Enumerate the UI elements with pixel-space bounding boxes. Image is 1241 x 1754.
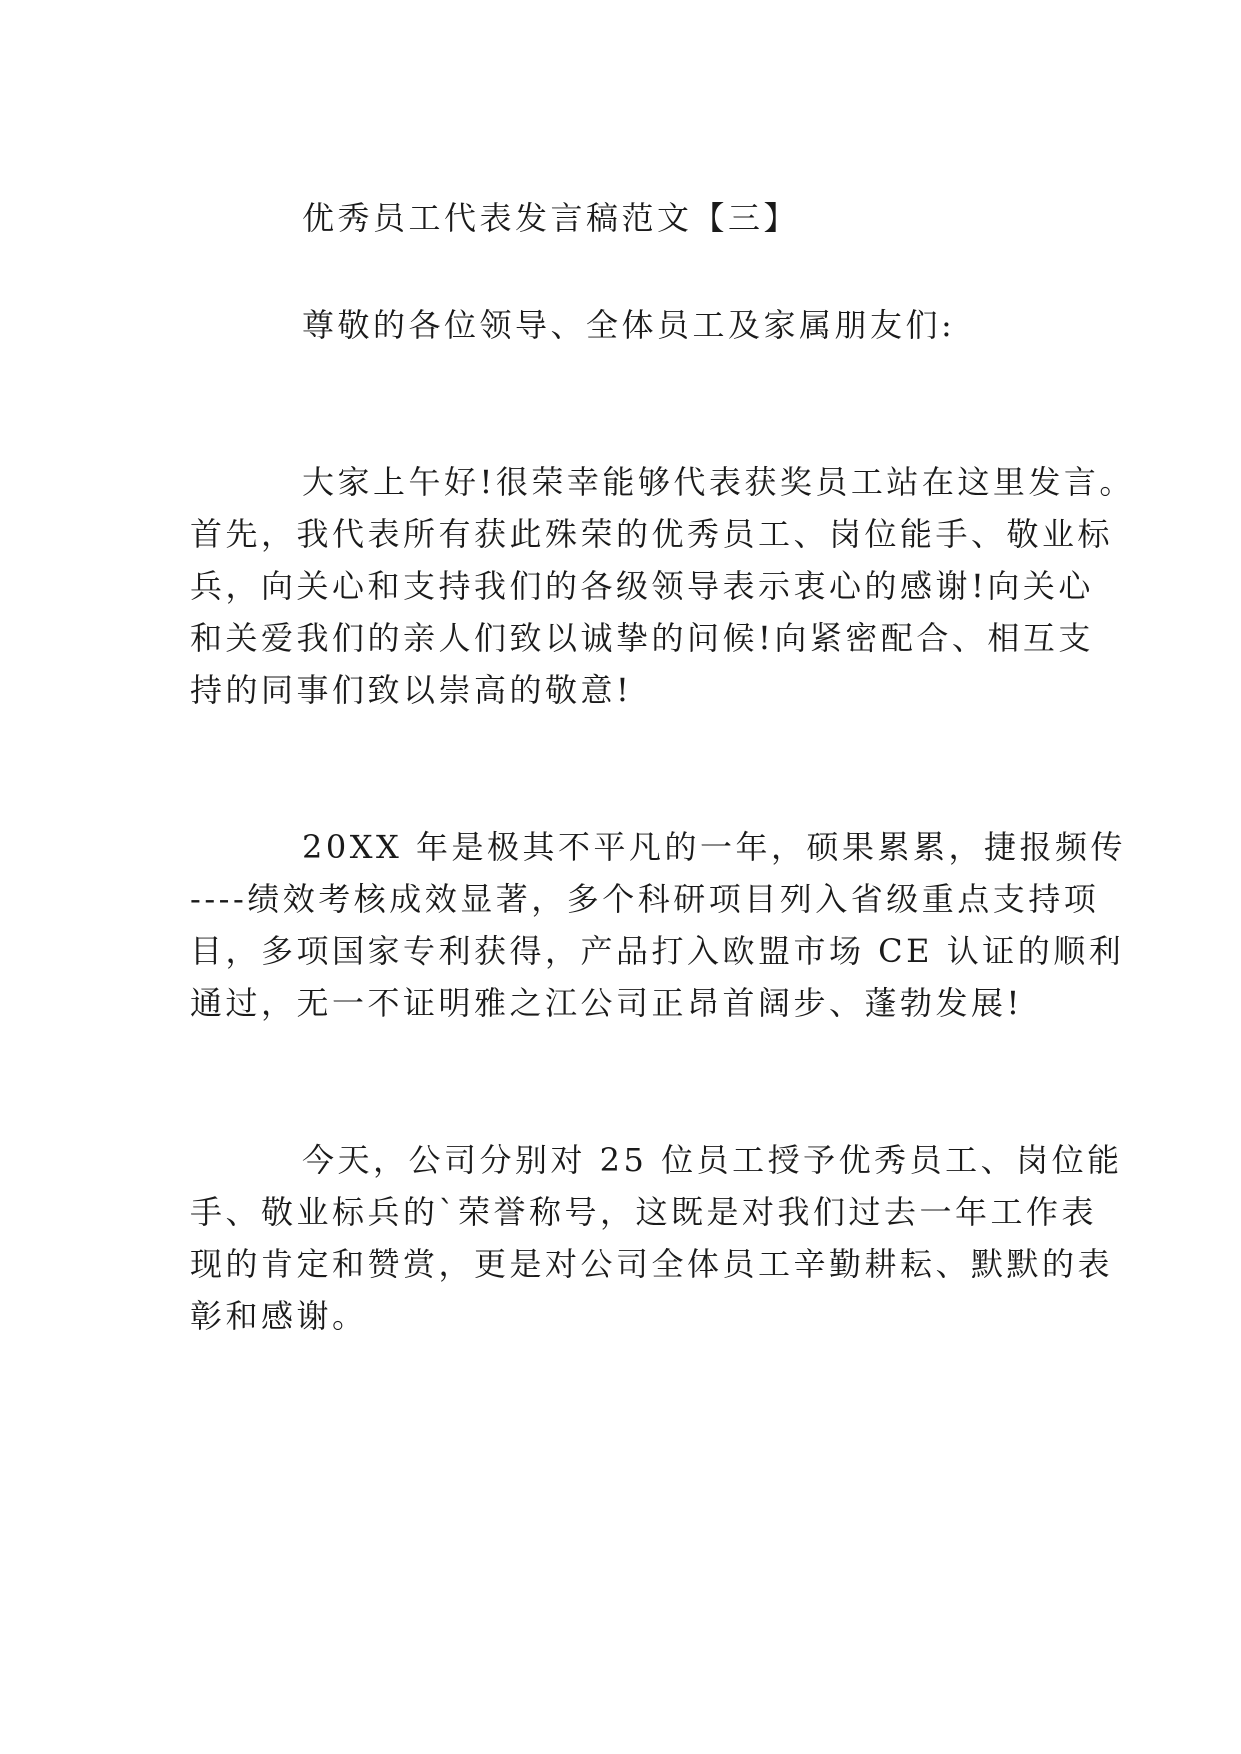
paragraph-line: 手、敬业标兵的`荣誉称号，这既是对我们过去一年工作表 bbox=[190, 1193, 1098, 1231]
paragraph-line: 兵，向关心和支持我们的各级领导表示衷心的感谢!向关心 bbox=[190, 567, 1094, 605]
paragraph-line: 和关爱我们的亲人们致以诚挚的问候!向紧密配合、相互支 bbox=[190, 619, 1094, 657]
paragraph-line: 通过，无一不证明雅之江公司正昂首阔步、蓬勃发展! bbox=[190, 984, 1023, 1022]
paragraph-line: 今天，公司分别对 25 位员工授予优秀员工、岗位能 bbox=[302, 1141, 1123, 1179]
paragraph-line: 目，多项国家专利获得，产品打入欧盟市场 CE 认证的顺利 bbox=[190, 932, 1125, 970]
paragraph-line: 首先，我代表所有获此殊荣的优秀员工、岗位能手、敬业标 bbox=[190, 515, 1114, 553]
paragraph-line: 20XX 年是极其不平凡的一年，硕果累累，捷报频传 bbox=[302, 828, 1126, 866]
paragraph-line: ----绩效考核成效显著，多个科研项目列入省级重点支持项 bbox=[190, 880, 1100, 918]
salutation: 尊敬的各位领导、全体员工及家属朋友们: bbox=[302, 306, 956, 344]
paragraph-line: 彰和感谢。 bbox=[190, 1297, 368, 1335]
paragraph-line: 持的同事们致以崇高的敬意! bbox=[190, 671, 633, 709]
document-title: 优秀员工代表发言稿范文【三】 bbox=[302, 199, 800, 237]
paragraph-line: 大家上午好!很荣幸能够代表获奖员工站在这里发言。 bbox=[302, 463, 1135, 501]
paragraph-line: 现的肯定和赞赏，更是对公司全体员工辛勤耕耘、默默的表 bbox=[190, 1245, 1114, 1283]
